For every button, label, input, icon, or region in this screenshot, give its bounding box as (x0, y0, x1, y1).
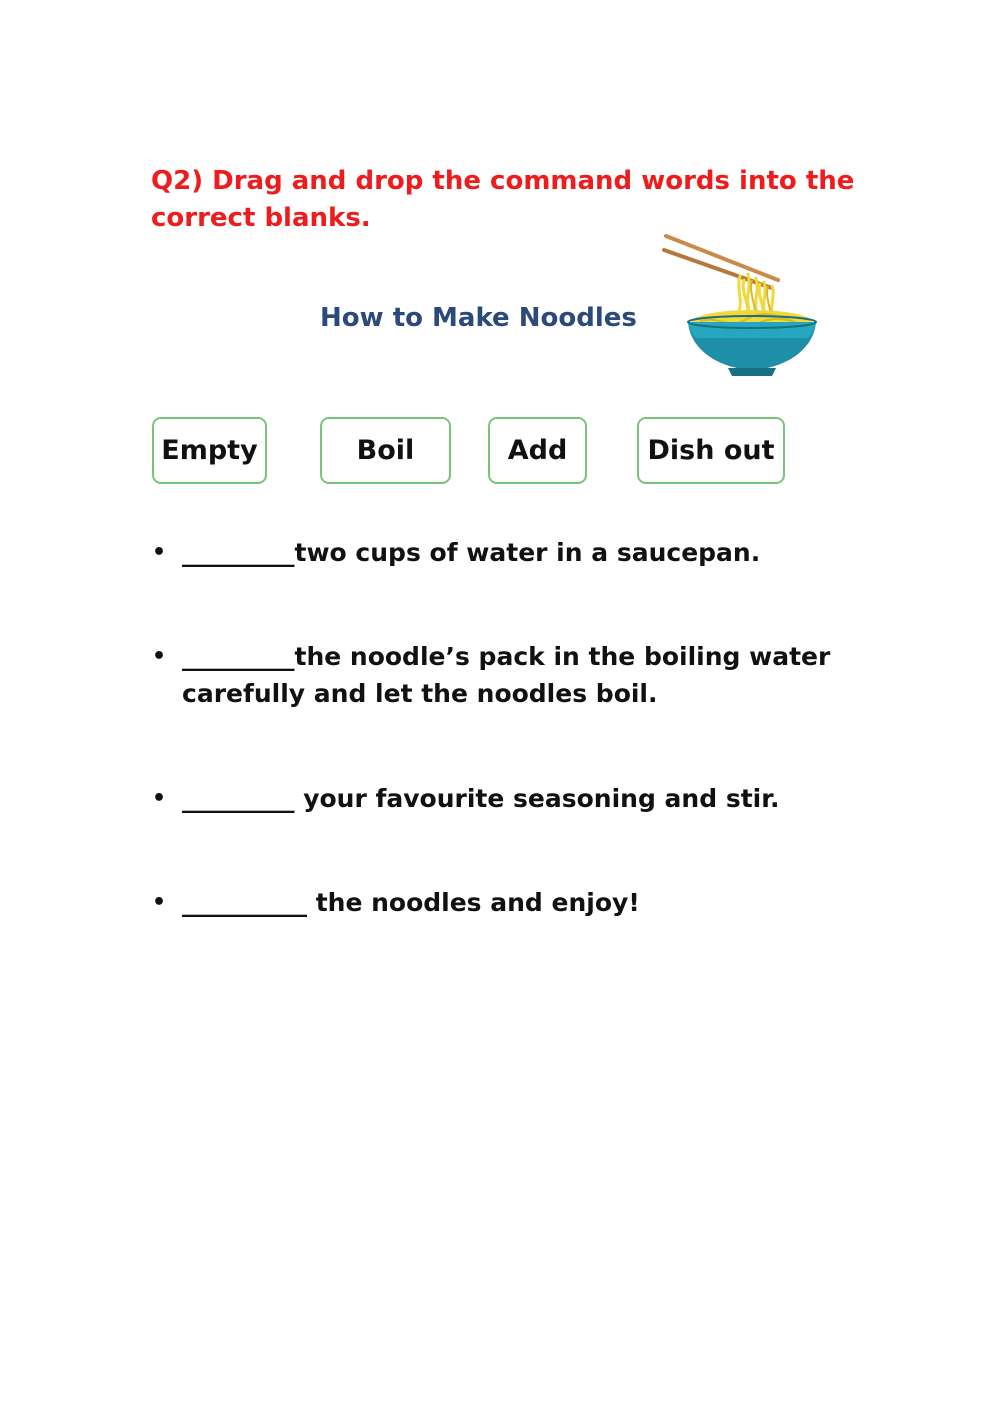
blank-drop-target-4[interactable]: __________ (182, 888, 307, 917)
bullet-dot: • (152, 644, 167, 669)
word-card-empty[interactable]: Empty (152, 417, 267, 484)
step-sentence (182, 884, 852, 921)
step-sentence (182, 534, 852, 571)
step-text: two cups of water in a saucepan. (294, 538, 761, 567)
word-card-boil[interactable]: Boil (320, 417, 451, 484)
blank-drop-target-1[interactable]: _________ (182, 538, 295, 567)
noodle-bowl-icon (660, 230, 820, 380)
list-item (152, 638, 852, 712)
question-prompt: Q2) Drag and drop the command words into the correct blanks. (151, 166, 855, 233)
step-text: your favourite seasoning and stir. (294, 784, 780, 813)
step-sentence (182, 780, 852, 817)
bullet-dot: • (152, 786, 167, 811)
bullet-dot: • (152, 890, 167, 915)
step-text: the noodle’s pack in the boiling water carefully and let the noodles boil. (182, 642, 831, 708)
list-item (152, 884, 852, 921)
word-card-add[interactable]: Add (488, 417, 587, 484)
list-item (152, 534, 852, 571)
blank-drop-target-3[interactable]: _________ (182, 784, 295, 813)
step-text: the noodles and enjoy! (307, 888, 640, 917)
blank-drop-target-2[interactable]: _________ (182, 642, 295, 671)
word-card-dish-out[interactable]: Dish out (637, 417, 785, 484)
page-title: How to Make Noodles (320, 303, 637, 333)
list-item (152, 780, 852, 817)
step-sentence (182, 638, 852, 712)
bullet-dot: • (152, 540, 167, 565)
